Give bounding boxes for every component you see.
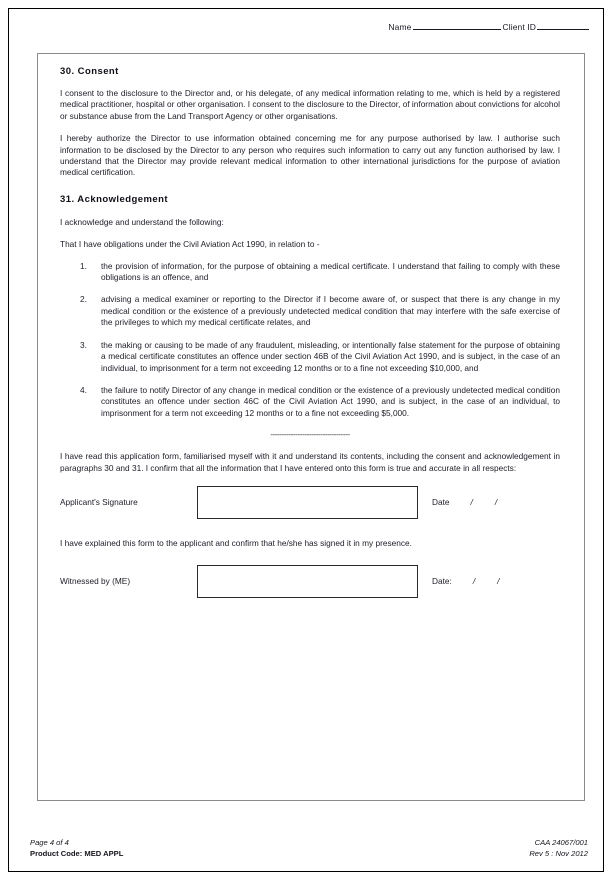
name-clientid-fields (388, 20, 591, 32)
footer-left-block (30, 838, 123, 859)
witness-statement: I have explained this form to the applicant and confirm that he/she has signed it in my presence. (60, 537, 412, 548)
list-item (60, 340, 560, 374)
list-item (60, 294, 560, 328)
section-31-intro: I acknowledge and understand the following: (60, 216, 224, 227)
list-item-text: advising a medical examiner or reporting to the Director if I become aware of, or suspect that there is any change in my medical condition or the existence of a previously undetected medical condition that may interfere with the safe exercise of the privileges to which my medical certificate relates, and (101, 294, 560, 328)
dashed-divider: ----------------------------------- (270, 430, 350, 440)
list-item (60, 385, 560, 419)
list-item-number: 2. (80, 294, 87, 305)
witness-signature-input[interactable] (197, 565, 418, 598)
applicant-date-field[interactable] (432, 497, 508, 507)
date-slash-2: / (494, 496, 498, 507)
footer-doc-code: CAA 24067/001 (534, 838, 588, 847)
list-item-number: 4. (80, 384, 87, 395)
client-id-label: Client ID (502, 22, 536, 32)
witness-signature-row (60, 565, 560, 599)
section-30-paragraph-1: I consent to the disclosure to the Director and, or his delegate, of any medical information relating to me, which is held by a registered medical practitioner, hospital or other organisation. I consent to the disclosure to the Director, of information about convictions for alcohol or substance abuse from the Land Transport Agency or other organisations. (60, 88, 560, 121)
section-30-title: 30. Consent (60, 66, 119, 77)
applicant-date-label: Date (432, 496, 450, 507)
section-31-title: 31. Acknowledgement (60, 193, 168, 205)
section-31-lead-in: That I have obligations under the Civil Aviation Act 1990, in relation to - (60, 239, 320, 250)
list-item (60, 261, 560, 284)
applicant-signature-row (60, 486, 560, 520)
footer-product-code: Product Code: MED APPL (30, 848, 124, 858)
footer-right-block (529, 838, 588, 859)
client-id-write-in-rule[interactable] (537, 20, 589, 30)
witness-date-field[interactable] (432, 576, 510, 586)
page-frame (8, 8, 604, 872)
witness-signature-label: Witnessed by (ME) (60, 576, 131, 587)
witness-date-slash-1: / (472, 576, 476, 587)
footer-page-number: Page 4 of 4 (30, 838, 69, 847)
applicant-signature-input[interactable] (197, 486, 418, 519)
list-item-text: the failure to notify Director of any change in medical condition or the existence of a previously undetected medical condition constitutes an offence under section 46C of the Civil Aviation Act 1990, and is subject, in the case of an individual, to imprisonment for a term not exceeding 12 months or to a fine not exceeding $5,000. (101, 384, 560, 418)
form-content-inner (60, 66, 560, 599)
name-write-in-rule[interactable] (413, 20, 501, 30)
list-item-number: 3. (80, 339, 87, 350)
witness-date-label: Date: (432, 576, 452, 587)
section-30-paragraph-2: I hereby authorize the Director to use information obtained concerning me for any purpose authorised by law. I authorise such information to be disclosed by the Director to any person who requires such information to carry out any function authorised by law. I understand that the Director may provide relevant medical information to other international jurisdictions for the purpose of aviation medical certification. (60, 133, 560, 178)
list-item-text: the making or causing to be made of any fraudulent, misleading, or intentionally false statement for the purpose of obtaining a medical certificate constitutes an offence under section 46B of the Civil Aviation Act 1990, and is subject, in the case of an individual, to imprisonment for a term not exceeding 12 months or to a fine not exceeding $10,000, and (101, 339, 560, 373)
page-header-strip (9, 9, 603, 45)
witness-date-slash-2: / (497, 576, 500, 587)
footer-revision: Rev 5 : Nov 2012 (529, 848, 588, 858)
declaration-paragraph: I have read this application form, familiarised myself with it and understand its contents, including the consent and acknowledgement in paragraphs 30 and 31. I confirm that all the information that I have entered onto this form is true and accurate in all respects: (60, 451, 560, 473)
applicant-signature-label: Applicant's Signature (60, 496, 138, 507)
obligations-list (60, 261, 560, 419)
list-item-number: 1. (80, 260, 87, 271)
date-slash-1: / (470, 496, 473, 507)
form-content-box (37, 53, 585, 801)
name-label: Name (388, 22, 412, 32)
list-item-text: the provision of information, for the purpose of obtaining a medical certificate. I understand that failing to comply with these obligations is an offence, and (101, 260, 560, 283)
page-footer (8, 838, 604, 872)
